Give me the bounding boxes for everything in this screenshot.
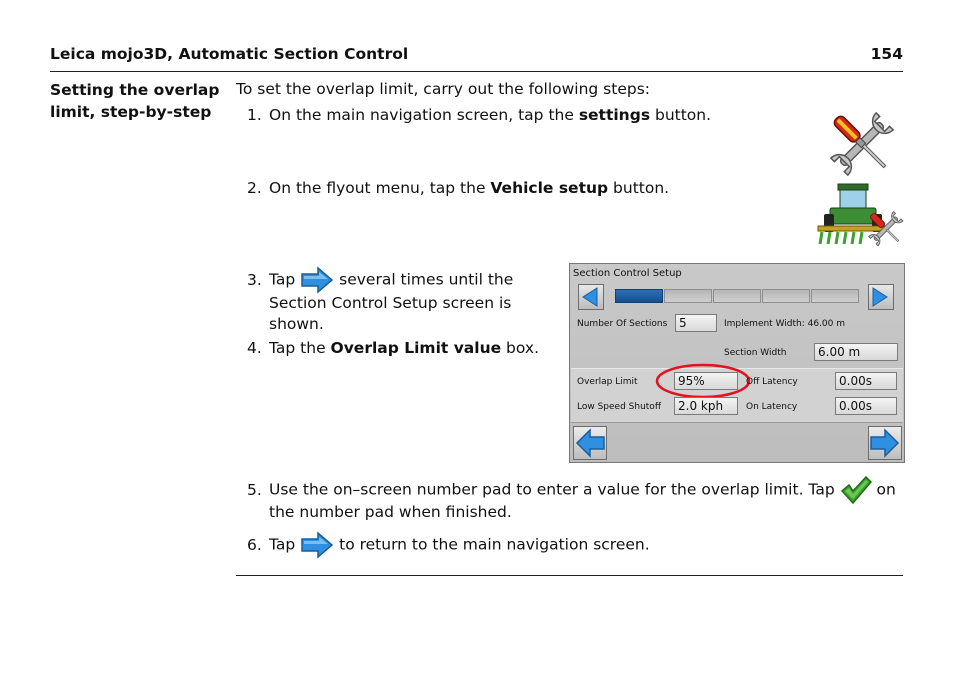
page-number: 154 (870, 45, 903, 63)
back-button[interactable] (573, 426, 607, 460)
arrow-left-icon (579, 285, 603, 309)
arrow-right-icon (300, 266, 334, 294)
screen-title: Section Control Setup (573, 268, 682, 279)
overlap-limit-label: Overlap Limit (577, 377, 638, 387)
section-width-field[interactable]: 6.00 m (814, 343, 898, 361)
step-6: 6. Tap to return to the main navigation screen. (247, 531, 650, 559)
section-segment (713, 289, 761, 303)
footer-rule (236, 575, 903, 576)
highlight-circle (654, 362, 752, 402)
step-5: 5. Use the on–screen number pad to enter a value for the overlap limit. Tap on (247, 475, 907, 505)
wrench-screwdriver-icon (818, 110, 906, 178)
next-button[interactable] (868, 426, 902, 460)
step-1: 1. On the main navigation screen, tap the settings button. (247, 106, 712, 124)
section-segment (762, 289, 810, 303)
section-segment (615, 289, 663, 303)
checkmark-icon (840, 475, 872, 505)
off-latency-label: Off Latency (746, 377, 798, 387)
arrow-right-icon (869, 427, 901, 459)
on-latency-label: On Latency (746, 402, 798, 412)
step-3-line-2: Section Control Setup screen is (269, 294, 512, 312)
step-2: 2. On the flyout menu, tap the Vehicle setup button. (247, 179, 670, 197)
section-segment (664, 289, 712, 303)
step-5-line-2: the number pad when finished. (269, 503, 512, 521)
intro-text: To set the overlap limit, carry out the following steps: (236, 80, 651, 98)
overlap-limit-field[interactable]: 95% (674, 372, 738, 390)
number-of-sections-label: Number Of Sections (577, 319, 668, 329)
section-heading: Setting the overlap limit, step-by-step (50, 81, 220, 121)
step-3-line-3: shown. (269, 315, 324, 333)
step-3: 3. Tap several times until the (247, 266, 513, 294)
section-next-button[interactable] (868, 284, 894, 310)
section-control-setup-screen (569, 263, 905, 463)
arrow-left-icon (574, 427, 606, 459)
off-latency-field[interactable]: 0.00s (835, 372, 897, 390)
arrow-right-icon (300, 531, 334, 559)
section-segment (811, 289, 859, 303)
on-latency-field[interactable]: 0.00s (835, 397, 897, 415)
low-speed-shutoff-label: Low Speed Shutoff (577, 402, 662, 412)
section-prev-button[interactable] (578, 284, 604, 310)
document-title: Leica mojo3D, Automatic Section Control (50, 45, 409, 63)
header-rule (50, 71, 903, 72)
implement-width-text: Implement Width: 46.00 m (724, 319, 846, 329)
section-width-label: Section Width (724, 348, 787, 358)
low-speed-shutoff-field[interactable]: 2.0 kph (674, 397, 738, 415)
tractor-tools-icon (816, 180, 906, 250)
number-of-sections-field[interactable]: 5 (675, 314, 717, 332)
arrow-right-icon (869, 285, 893, 309)
step-4: 4. Tap the Overlap Limit value box. (247, 339, 539, 357)
